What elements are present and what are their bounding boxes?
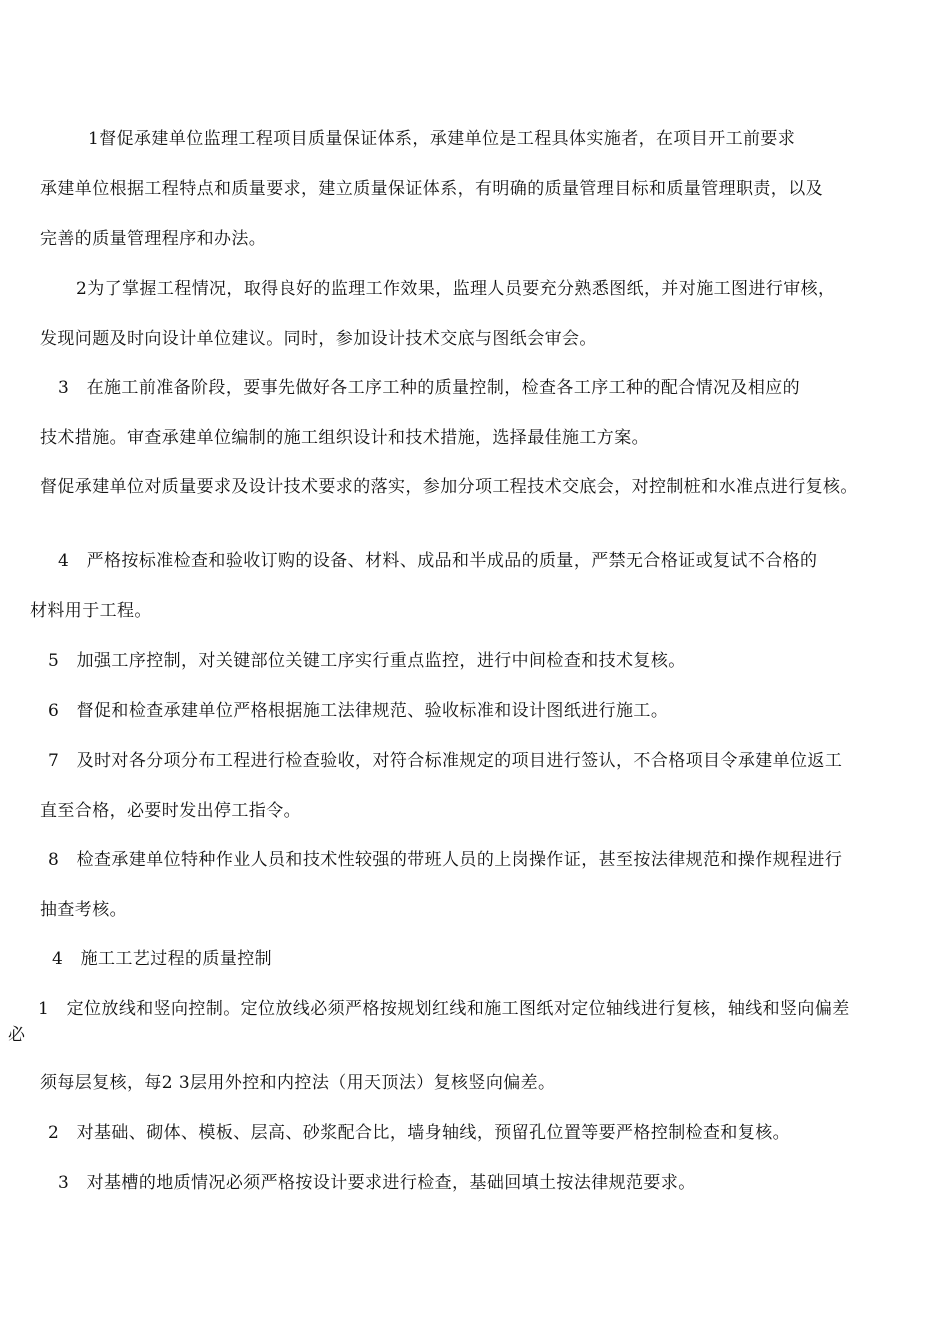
paragraph-line: 6 督促和检查承建单位严格根据施工法律规范、验收标准和设计图纸进行施工。 <box>48 701 669 721</box>
paragraph-line: 1督促承建单位监理工程项目质量保证体系，承建单位是工程具体实施者，在项目开工前要求 <box>88 129 796 149</box>
paragraph-line: 2 对基础、砌体、模板、层高、砂浆配合比，墙身轴线，预留孔位置等要严格控制检查和复核。 <box>48 1123 791 1143</box>
paragraph-line: 2为了掌握工程情况，取得良好的监理工作效果，监理人员要充分熟悉图纸，并对施工图进行审核， <box>76 279 836 299</box>
paragraph-line: 须每层复核，每2 3层用外控和内控法（用天顶法）复核竖向偏差。 <box>40 1073 556 1093</box>
paragraph-line: 8 检查承建单位特种作业人员和技术性较强的带班人员的上岗操作证，甚至按法律规范和操作规程进行 <box>48 850 843 870</box>
paragraph-line: 督促承建单位对质量要求及设计技术要求的落实，参加分项工程技术交底会，对控制桩和水准点进行复核。 <box>40 477 858 497</box>
paragraph-line: 抽查考核。 <box>40 900 127 920</box>
paragraph-line: 7 及时对各分项分布工程进行检查验收，对符合标准规定的项目进行签认，不合格项目令承建单位返工 <box>48 751 843 771</box>
paragraph-line: 承建单位根据工程特点和质量要求，建立质量保证体系，有明确的质量管理目标和质量管理职责，以及 <box>40 179 823 199</box>
paragraph-line: 1 定位放线和竖向控制。定位放线必须严格按规划红线和施工图纸对定位轴线进行复核，轴线和竖向偏差 <box>38 999 850 1019</box>
paragraph-line: 4 严格按标准检查和验收订购的设备、材料、成品和半成品的质量，严禁无合格证或复试不合格的 <box>58 551 818 571</box>
paragraph-line: 技术措施。审查承建单位编制的施工组织设计和技术措施，选择最佳施工方案。 <box>40 428 649 448</box>
paragraph-line: 必 <box>8 1025 26 1045</box>
paragraph-line: 直至合格，必要时发出停工指令。 <box>40 801 301 821</box>
paragraph-line: 3 在施工前准备阶段，要事先做好各工序工种的质量控制，检查各工序工种的配合情况及相应的 <box>58 378 801 398</box>
paragraph-line: 发现问题及时向设计单位建议。同时，参加设计技术交底与图纸会审会。 <box>40 329 597 349</box>
paragraph-line: 3 对基槽的地质情况必须严格按设计要求进行检查，基础回填土按法律规范要求。 <box>58 1173 696 1193</box>
paragraph-line: 5 加强工序控制，对关键部位关键工序实行重点监控，进行中间检查和技术复核。 <box>48 651 686 671</box>
section-heading: 4 施工工艺过程的质量控制 <box>52 949 273 969</box>
paragraph-line: 材料用于工程。 <box>30 601 152 621</box>
paragraph-line: 完善的质量管理程序和办法。 <box>40 229 267 249</box>
